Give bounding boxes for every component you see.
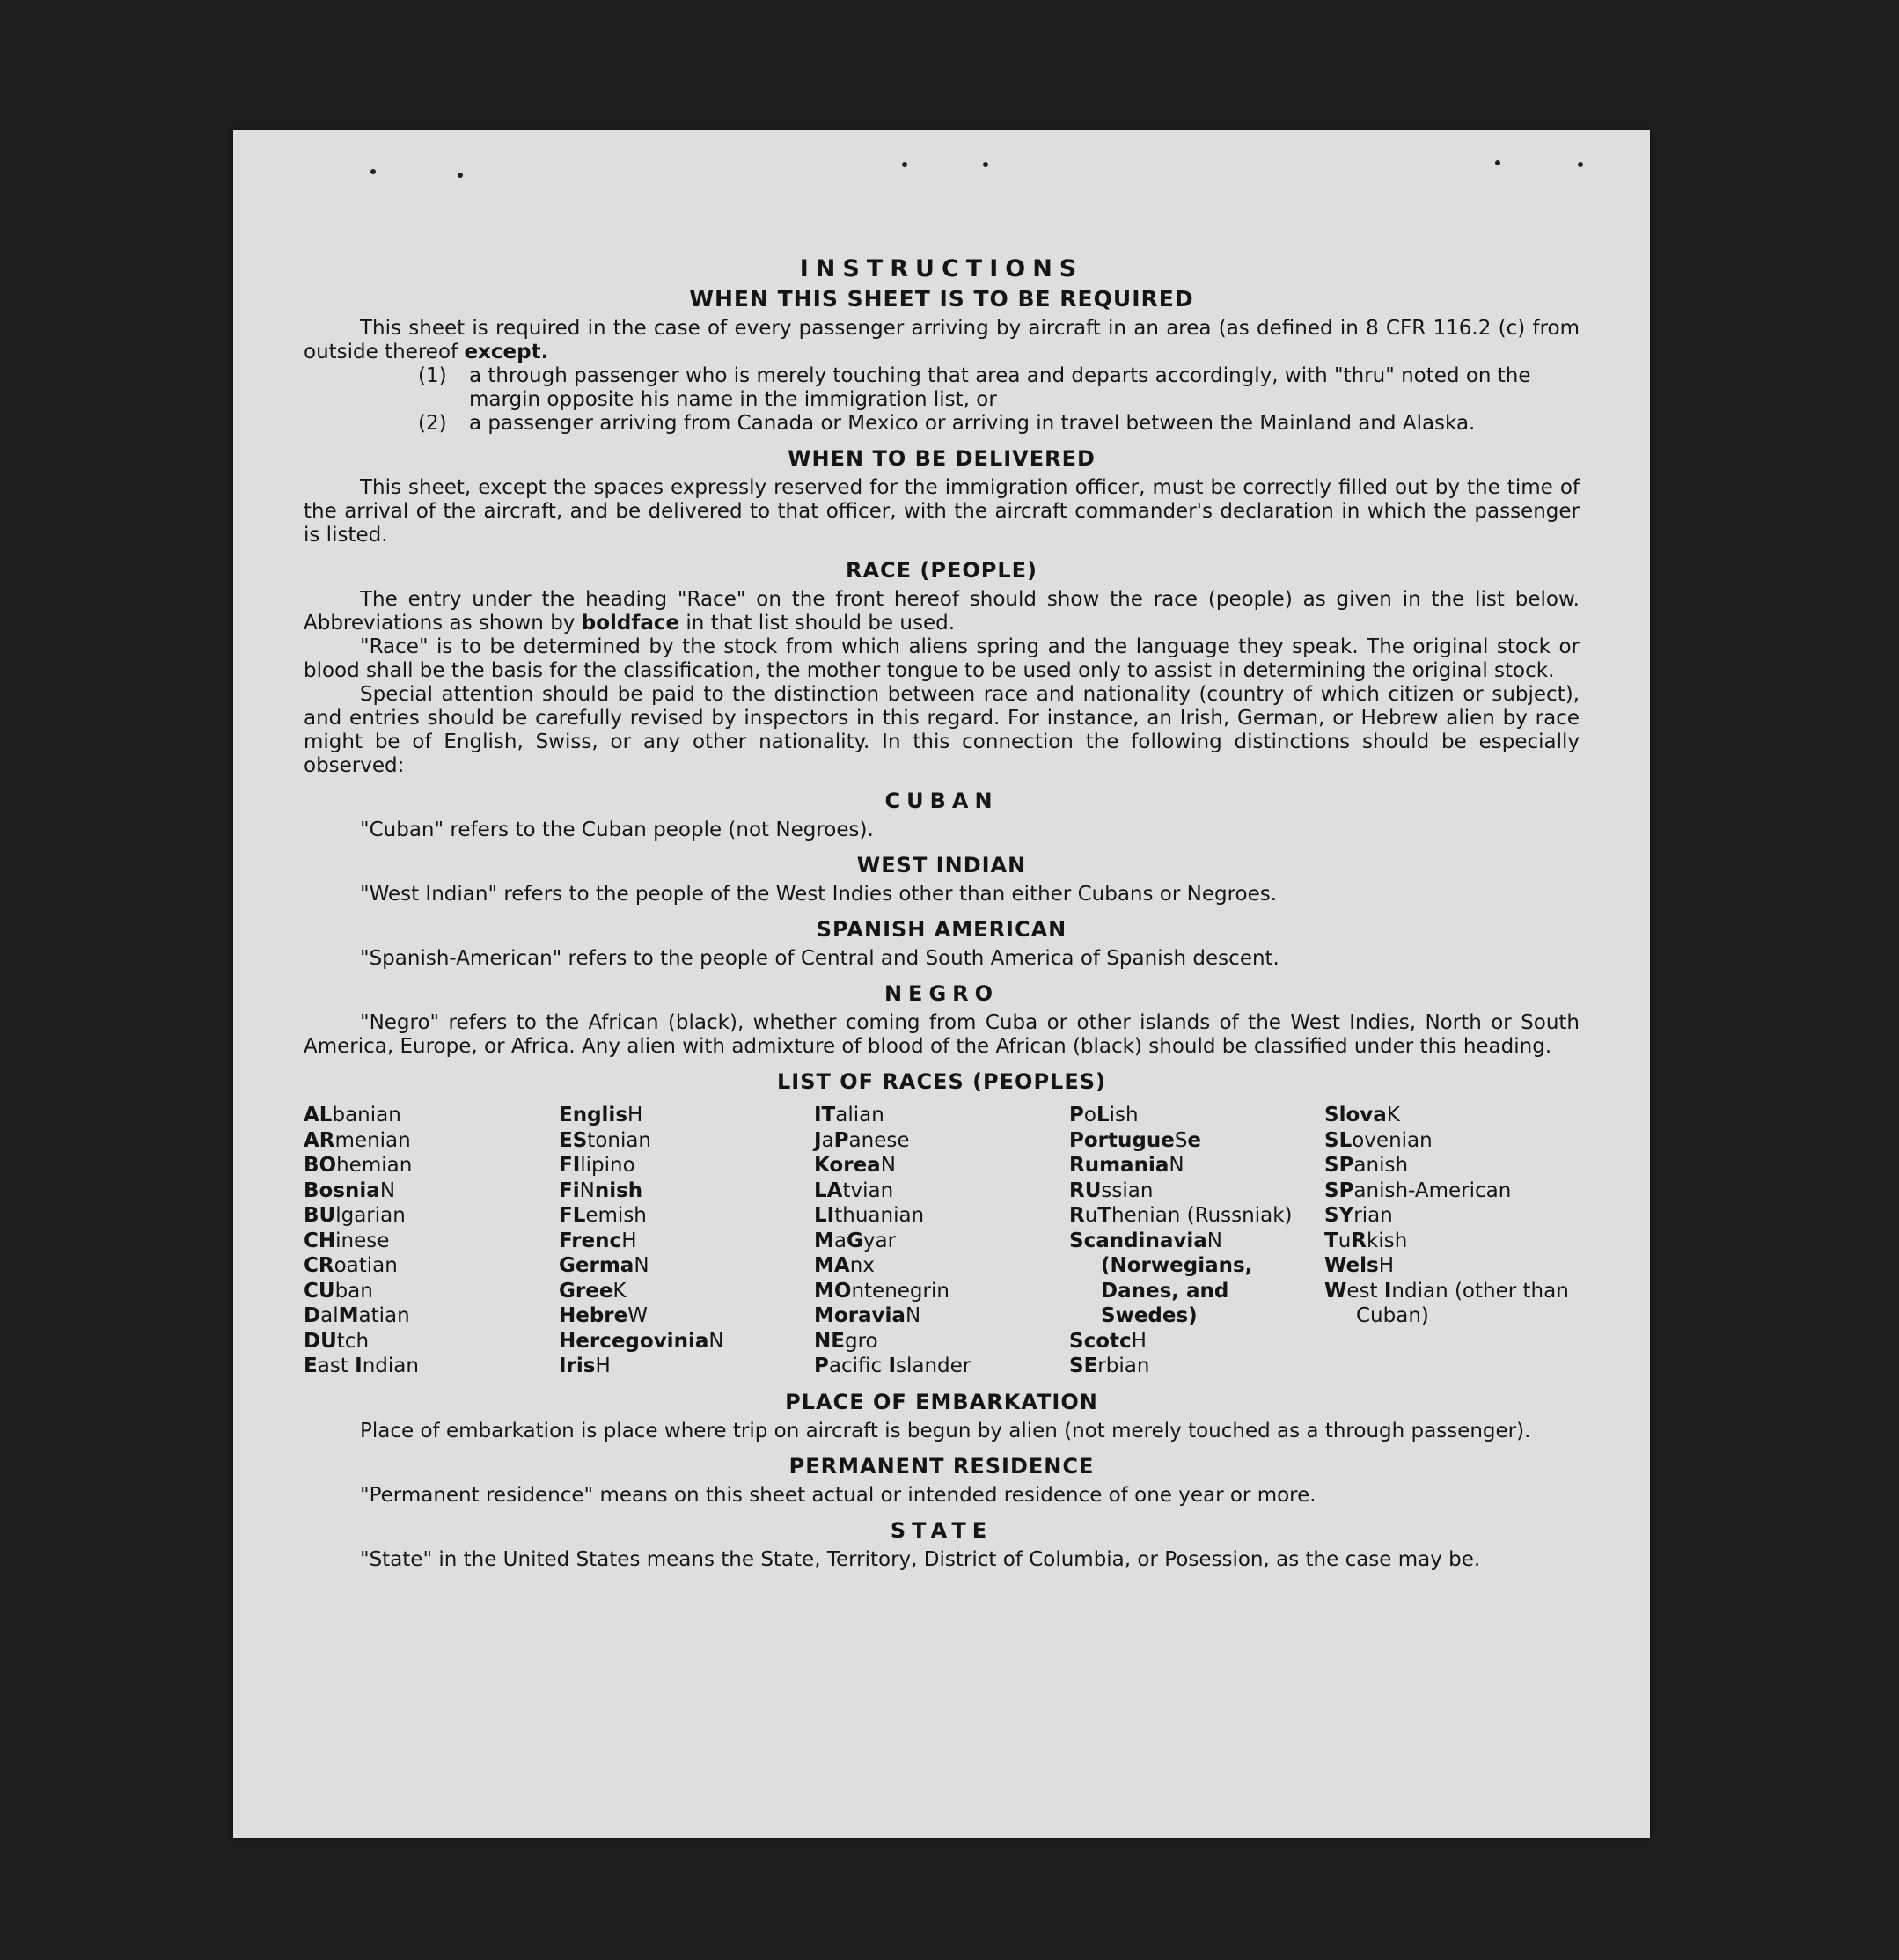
race-item: PortugueSe <box>1069 1128 1202 1152</box>
exception-1: (1) a through passenger who is merely touching that area and departs accordingly, with "thru" noted on the margin opposite his name in the immigration list, or <box>418 364 1531 411</box>
section-heading-embarkation: PLACE OF EMBARKATION <box>785 1389 1098 1414</box>
race-item: ARmenian <box>304 1128 411 1152</box>
race-item: LIthuanian <box>814 1204 925 1227</box>
race-paragraph-2: "Race" is to be determined by the stock from which aliens spring and the language they speak. The original stock or blood shall be the basis for the classification, the mother tongue to be used only to assist in determining the original stock. <box>304 635 1580 682</box>
punch-hole <box>983 162 988 167</box>
race-item: West Indian (other than Cuban) <box>1324 1279 1569 1327</box>
race-item: RuThenian (Russniak) <box>1069 1204 1293 1227</box>
race-item: BUlgarian <box>304 1204 406 1227</box>
intro-paragraph: This sheet is required in the case of every passenger arriving by aircraft in an area (as defined in 8 CFR 116.2 (c) from outside thereof except. <box>304 317 1580 363</box>
race-item: ScandinaviaN (Norwegians, Danes, and Swedes) <box>1069 1229 1253 1327</box>
race-item: BosniaN <box>304 1178 396 1202</box>
section-heading-list-of-races: LIST OF RACES (PEOPLES) <box>777 1069 1106 1094</box>
race-item: SPanish <box>1324 1154 1409 1177</box>
embarkation-paragraph: Place of embarkation is place where trip on aircraft is begun by alien (not merely touched as a through passenger). <box>360 1419 1531 1442</box>
race-item: SErbian <box>1069 1354 1150 1377</box>
section-heading-residence: PERMANENT RESIDENCE <box>788 1453 1095 1479</box>
race-item: CHinese <box>304 1229 390 1252</box>
section-heading-negro: NEGRO <box>884 981 1000 1006</box>
race-item: FrencH <box>559 1229 637 1252</box>
race-item: FIlipino <box>559 1154 635 1177</box>
race-item: ScotcH <box>1069 1329 1147 1353</box>
section-heading-state: STATE <box>890 1517 993 1543</box>
race-item: WelsH <box>1324 1254 1395 1277</box>
race-item: SLovenian <box>1324 1128 1433 1152</box>
west-indian-paragraph: "West Indian" refers to the people of the West Indies other than either Cubans or Negroes. <box>360 883 1278 906</box>
race-item: HercegoviniaN <box>559 1329 724 1353</box>
race-item: DUtch <box>304 1329 370 1353</box>
race-paragraph-1: The entry under the heading "Race" on the front hereof should show the race (people) as given in the list below. Abbreviations as shown by boldface in that list should be used. <box>304 588 1580 635</box>
section-heading-race: RACE (PEOPLE) <box>845 558 1038 583</box>
race-item: NEgro <box>814 1329 878 1353</box>
races-column <box>304 1103 559 1379</box>
section-heading-spanish-american: SPANISH AMERICAN <box>816 917 1067 942</box>
race-item: MAnx <box>814 1254 875 1277</box>
race-item: SYrian <box>1324 1204 1393 1227</box>
cuban-paragraph: "Cuban" refers to the Cuban people (not Negroes). <box>360 819 874 841</box>
delivered-paragraph: This sheet, except the spaces expressly reserved for the immigration officer, must be correctly filled out by the time of the arrival of the aircraft, and be delivered to that officer, with the aircraft commander's declaration in which the passenger is listed. <box>304 476 1580 547</box>
race-item: RUssian <box>1069 1178 1154 1202</box>
punch-hole <box>1578 162 1583 167</box>
race-item: Pacific Islander <box>814 1354 971 1377</box>
race-item: FLemish <box>559 1204 647 1227</box>
race-item: PoLish <box>1069 1104 1139 1127</box>
punch-hole <box>902 162 907 167</box>
race-item: LAtvian <box>814 1178 894 1202</box>
race-item: East Indian <box>304 1354 419 1377</box>
race-item: EStonian <box>559 1128 652 1152</box>
race-paragraph-3: Special attention should be paid to the distinction between race and nationality (country of which citizen or subject), and entries should be carefully revised by inspectors in this regard. For instance, an Irish, German, or Hebrew alien by race might be of English, Swiss, or any other nationality. In this connection the following distinctions should be especially observed: <box>304 683 1580 777</box>
race-item: CUban <box>304 1279 373 1303</box>
races-column <box>559 1103 814 1379</box>
spanish-american-paragraph: "Spanish-American" refers to the people of Central and South America of Spanish descent. <box>360 947 1279 970</box>
race-item: JaPanese <box>814 1128 910 1152</box>
page-title: INSTRUCTIONS <box>799 255 1084 283</box>
race-item: KoreaN <box>814 1154 896 1177</box>
punch-hole <box>370 169 376 174</box>
race-item: CRoatian <box>304 1254 398 1277</box>
race-item: MaGyar <box>814 1229 897 1252</box>
section-heading-delivered: WHEN TO BE DELIVERED <box>788 446 1096 471</box>
state-paragraph: "State" in the United States means the State, Territory, District of Columbia, or Posession, as the case may be. <box>360 1547 1481 1571</box>
race-item: SlovaK <box>1324 1104 1400 1127</box>
races-column <box>1324 1103 1580 1379</box>
race-item: RumaniaN <box>1069 1154 1184 1177</box>
race-item: HebreW <box>559 1304 649 1327</box>
negro-paragraph: "Negro" refers to the African (black), whether coming from Cuba or other islands of the West Indies, North or South America, Europe, or Africa. Any alien with admixture of blood of the African (black) should be classified under this heading. <box>304 1011 1580 1058</box>
races-list <box>304 1103 1580 1379</box>
races-column <box>1069 1103 1324 1379</box>
punch-hole <box>1495 160 1500 165</box>
exception-2: (2) a passenger arriving from Canada or Mexico or arriving in travel between the Mainland and Alaska. <box>418 412 1476 435</box>
race-item: GreeK <box>559 1279 627 1303</box>
race-item: GermaN <box>559 1254 649 1277</box>
race-item: ALbanian <box>304 1104 401 1127</box>
race-item: MoraviaN <box>814 1304 921 1327</box>
race-item: MOntenegrin <box>814 1279 950 1303</box>
section-heading-required: WHEN THIS SHEET IS TO BE REQUIRED <box>689 286 1194 312</box>
race-item: EnglisH <box>559 1104 643 1127</box>
section-heading-west-indian: WEST INDIAN <box>856 853 1027 877</box>
punch-hole <box>458 173 463 178</box>
races-column <box>814 1103 1069 1379</box>
race-item: DalMatian <box>304 1304 410 1327</box>
residence-paragraph: "Permanent residence" means on this sheet actual or intended residence of one year or more. <box>360 1483 1316 1507</box>
section-heading-cuban: CUBAN <box>884 789 999 813</box>
race-item: IrisH <box>559 1354 611 1377</box>
race-item: BOhemian <box>304 1154 413 1177</box>
instruction-sheet <box>233 130 1650 1838</box>
race-item: FiNnish <box>559 1178 643 1202</box>
race-item: TuRkish <box>1324 1229 1408 1252</box>
race-item: ITalian <box>814 1104 884 1127</box>
race-item: SPanish-American <box>1324 1178 1512 1202</box>
